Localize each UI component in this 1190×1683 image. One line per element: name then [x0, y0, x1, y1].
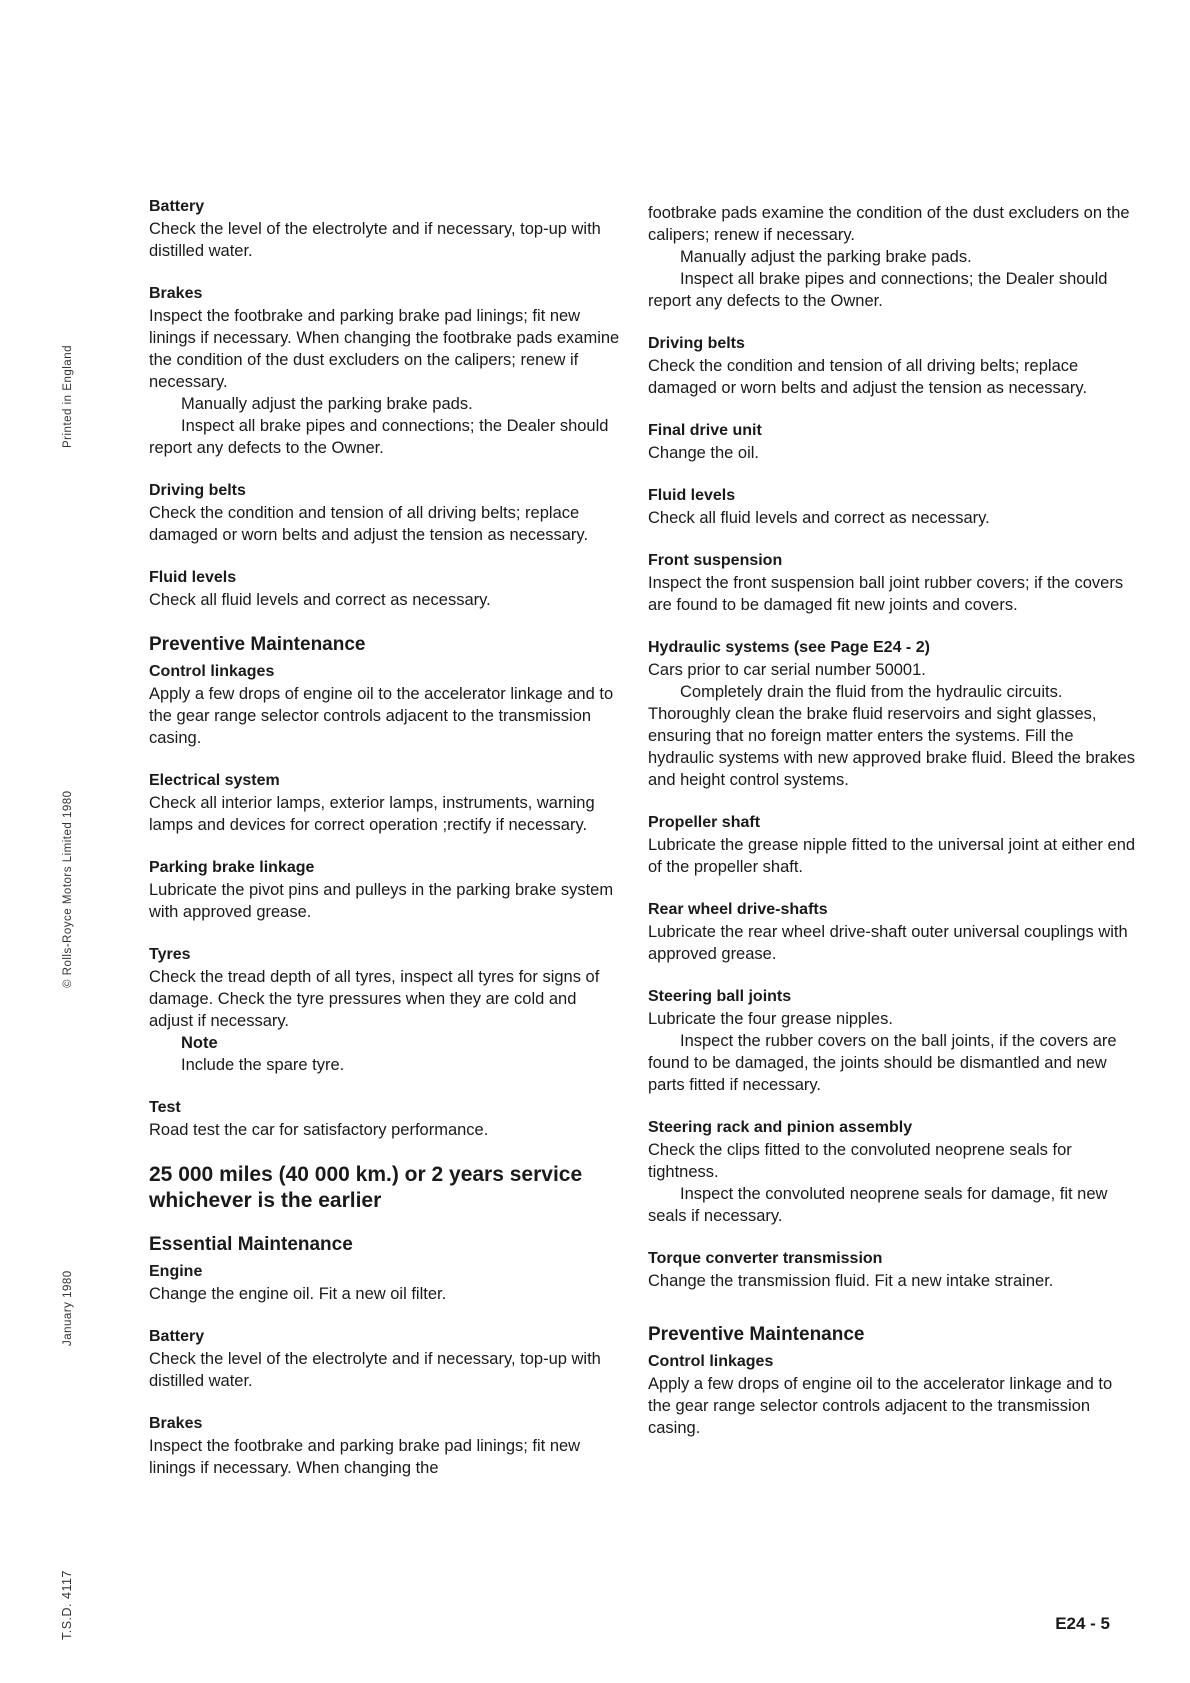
section-text: Inspect all brake pipes and connections; the Dealer should report any defects to the Owner. — [149, 417, 609, 457]
essential-maintenance-title: Essential Maintenance — [149, 1234, 353, 1255]
section-heading: Torque converter transmission — [648, 1250, 883, 1267]
section-text: Apply a few drops of engine oil to the accelerator linkage and to the gear range selector controls adjacent to the transmission casing. — [648, 1375, 1113, 1437]
section-text: Apply a few drops of engine oil to the accelerator linkage and to the gear range selector controls adjacent to the transmission casing. — [149, 685, 614, 747]
service-interval-title: 25 000 miles (40 000 km.) or 2 years service whichever is the earlier — [149, 1163, 583, 1212]
section-text: Inspect the footbrake and parking brake pad linings; fit new linings if necessary. When changing the — [149, 1437, 581, 1477]
section-heading: Control linkages — [149, 663, 275, 680]
section-heading: Brakes — [149, 1415, 203, 1432]
section-text: Check the level of the electrolyte and if necessary, top-up with distilled water. — [149, 1350, 601, 1390]
section-control-linkages-2 — [648, 1351, 1138, 1439]
section-heading: Tyres — [149, 946, 191, 963]
tsd-number: T.S.D. 4117 — [60, 1570, 74, 1640]
section-final-drive-unit — [648, 420, 1138, 464]
section-heading: Driving belts — [648, 335, 745, 352]
section-text: Inspect the front suspension ball joint rubber covers; if the covers are found to be damaged fit new joints and covers. — [648, 574, 1124, 614]
section-text: Road test the car for satisfactory performance. — [149, 1121, 489, 1139]
section-heading: Battery — [149, 1328, 205, 1345]
section-heading: Steering ball joints — [648, 988, 792, 1005]
section-torque-converter — [648, 1248, 1138, 1292]
section-text: Check the condition and tension of all driving belts; replace damaged or worn belts and adjust the tension as necessary. — [149, 504, 589, 544]
section-text: Check the clips fitted to the convoluted neoprene seals for tightness. — [648, 1141, 1072, 1181]
section-battery-2 — [149, 1326, 621, 1392]
section-text: Lubricate the grease nipple fitted to the universal joint at either end of the propeller shaft. — [648, 836, 1136, 876]
section-text: Lubricate the four grease nipples. — [648, 1010, 893, 1028]
section-propeller-shaft — [648, 812, 1138, 878]
section-brakes — [149, 283, 621, 459]
section-battery — [149, 196, 621, 262]
page-number: E24 - 5 — [1055, 1614, 1110, 1633]
section-heading: Fluid levels — [149, 569, 237, 586]
section-brakes-continued — [648, 202, 1138, 312]
section-text: Change the engine oil. Fit a new oil filter. — [149, 1285, 447, 1303]
section-driving-belts — [149, 480, 621, 546]
section-heading: Final drive unit — [648, 422, 762, 439]
section-steering-rack — [648, 1117, 1138, 1227]
section-control-linkages — [149, 661, 621, 749]
section-text: Inspect all brake pipes and connections; the Dealer should report any defects to the Owner. — [648, 270, 1108, 310]
section-text: Lubricate the rear wheel drive-shaft outer universal couplings with approved grease. — [648, 923, 1128, 963]
section-text: Inspect the footbrake and parking brake pad linings; fit new linings if necessary. When changing the footbrake pads examine the condition of the dust excluders on the calipers; renew if necessary. — [149, 307, 620, 391]
section-heading: Battery — [149, 198, 205, 215]
note-label: Note — [181, 1034, 218, 1052]
preventive-maintenance-title: Preventive Maintenance — [149, 634, 366, 655]
section-heading: Engine — [149, 1263, 203, 1280]
section-heading: Rear wheel drive-shafts — [648, 901, 828, 918]
note-text: Include the spare tyre. — [181, 1056, 345, 1074]
section-hydraulic-systems — [648, 637, 1138, 791]
section-text: Inspect the rubber covers on the ball joints, if the covers are found to be damaged, the joints should be dismantled and new parts fitted if necessary. — [648, 1032, 1117, 1094]
section-heading: Control linkages — [648, 1353, 774, 1370]
section-text: Cars prior to car serial number 50001. — [648, 661, 926, 679]
section-text: Manually adjust the parking brake pads. — [181, 395, 473, 413]
section-fluid-levels — [149, 567, 621, 611]
section-heading: Test — [149, 1099, 181, 1116]
section-text: Change the transmission fluid. Fit a new intake strainer. — [648, 1272, 1054, 1290]
section-heading: Fluid levels — [648, 487, 736, 504]
right-column — [648, 202, 1138, 1460]
section-text: Check the level of the electrolyte and if necessary, top-up with distilled water. — [149, 220, 601, 260]
section-rear-wheel-drive-shafts — [648, 899, 1138, 965]
section-test — [149, 1097, 621, 1141]
section-heading: Propeller shaft — [648, 814, 761, 831]
section-text: Completely drain the fluid from the hydraulic circuits. Thoroughly clean the brake fluid reservoirs and sight glasses, ensuring that no foreign matter enters the systems. Fill the hydraulic systems with new approved brake fluid. Bleed the brakes and height control systems. — [648, 683, 1135, 789]
section-fluid-levels-2 — [648, 485, 1138, 529]
section-text: Check the tread depth of all tyres, inspect all tyres for signs of damage. Check the tyre pressures when they are cold and adjust if necessary. — [149, 968, 600, 1030]
section-heading: Steering rack and pinion assembly — [648, 1119, 913, 1136]
section-heading: Driving belts — [149, 482, 246, 499]
section-tyres — [149, 944, 621, 1076]
section-text: Manually adjust the parking brake pads. — [680, 248, 972, 266]
section-text: Check the condition and tension of all driving belts; replace damaged or worn belts and adjust the tension as necessary. — [648, 357, 1088, 397]
copyright-notice: © Rolls-Royce Motors Limited 1980 — [62, 790, 74, 988]
section-heading: Parking brake linkage — [149, 859, 315, 876]
section-text: Lubricate the pivot pins and pulleys in the parking brake system with approved grease. — [149, 881, 614, 921]
section-electrical-system — [149, 770, 621, 836]
section-heading: Front suspension — [648, 552, 783, 569]
section-driving-belts-2 — [648, 333, 1138, 399]
section-brakes-2 — [149, 1413, 621, 1479]
printed-in-england: Printed in England — [62, 345, 74, 448]
section-engine — [149, 1261, 621, 1305]
section-text: Check all interior lamps, exterior lamps, instruments, warning lamps and devices for correct operation ;rectify if necessary. — [149, 794, 595, 834]
issue-date: January 1980 — [62, 1270, 74, 1346]
section-text: footbrake pads examine the condition of the dust excluders on the calipers; renew if necessary. — [648, 204, 1130, 244]
section-heading: Electrical system — [149, 772, 280, 789]
preventive-maintenance-title-2: Preventive Maintenance — [648, 1324, 865, 1345]
section-steering-ball-joints — [648, 986, 1138, 1096]
left-column — [149, 196, 621, 1500]
tyres-note — [181, 1032, 621, 1076]
section-text: Check all fluid levels and correct as necessary. — [648, 509, 990, 527]
section-text: Change the oil. — [648, 444, 759, 462]
section-text: Check all fluid levels and correct as necessary. — [149, 591, 491, 609]
section-heading: Brakes — [149, 285, 203, 302]
section-heading: Hydraulic systems (see Page E24 - 2) — [648, 639, 930, 656]
section-parking-brake-linkage — [149, 857, 621, 923]
section-text: Inspect the convoluted neoprene seals for damage, fit new seals if necessary. — [648, 1185, 1108, 1225]
section-front-suspension — [648, 550, 1138, 616]
